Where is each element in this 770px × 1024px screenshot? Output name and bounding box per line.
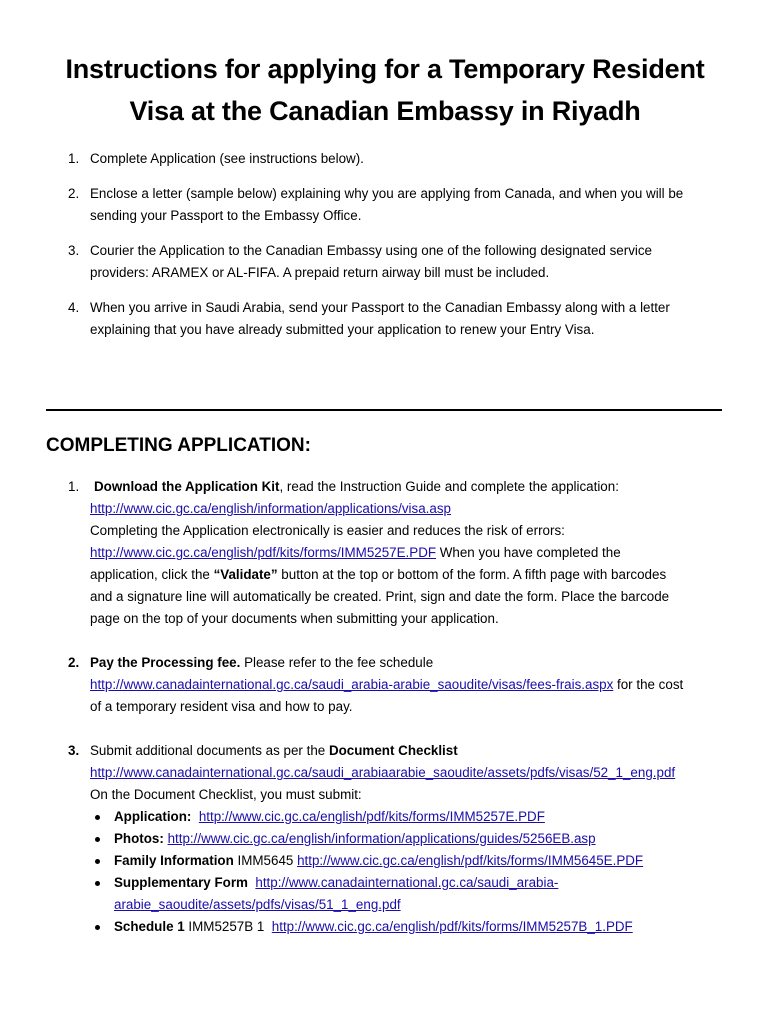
list-item xyxy=(90,828,748,850)
step-1-heading: Download the Application Kit xyxy=(94,479,280,494)
intro-text: Enclose a letter (sample below) explaining why you are applying from Canada, and when you will be xyxy=(90,186,684,201)
intro-text: When you arrive in Saudi Arabia, send your Passport to the Canadian Embassy along with a letter xyxy=(90,300,670,315)
intro-text: Complete Application (see instructions below). xyxy=(90,151,364,166)
list-item xyxy=(90,916,748,938)
intro-number: 4. xyxy=(68,300,80,315)
title-line-1: Instructions for applying for a Temporary Resident xyxy=(65,54,705,84)
list-item xyxy=(90,850,748,872)
list-item xyxy=(90,806,748,828)
document-checklist-link[interactable]: http://www.canadainternational.gc.ca/saudi_arabiaarabie_saoudite/assets/pdfs/visas/52_1_eng.pdf xyxy=(90,765,676,780)
section-heading: COMPLETING APPLICATION: xyxy=(46,435,311,456)
section-divider xyxy=(46,409,722,411)
intro-list xyxy=(68,148,728,354)
step-1-text-cont: When you have completed the xyxy=(436,545,621,560)
step-number: 3. xyxy=(68,743,80,758)
intro-item-2 xyxy=(68,183,728,227)
intro-number: 2. xyxy=(68,186,80,201)
list-item xyxy=(90,872,748,916)
document-text: IMM5257B 1 xyxy=(184,919,272,934)
page-title xyxy=(30,48,740,132)
document-checklist-label: Document Checklist xyxy=(328,743,458,758)
bullet-icon xyxy=(95,925,100,930)
bullet-icon xyxy=(95,859,100,864)
intro-item-1 xyxy=(68,148,728,170)
intro-text: providers: ARAMEX or AL-FIFA. A prepaid return airway bill must be included. xyxy=(90,265,550,280)
document-label: Family Information xyxy=(114,853,234,868)
step-2-heading: Pay the Processing fee. xyxy=(90,655,241,670)
intro-number: 3. xyxy=(68,243,80,258)
document-text xyxy=(191,809,198,824)
step-1-text-cont: and a signature line will automatically be created. Print, sign and date the form. Place the barcode xyxy=(90,589,670,604)
step-3-note: On the Document Checklist, you must submit: xyxy=(90,787,362,802)
step-2-text-cont: for the cost xyxy=(613,677,684,692)
bullet-icon xyxy=(95,837,100,842)
step-1-text-cont: application, click the xyxy=(90,567,214,582)
document-label: Application: xyxy=(114,809,192,824)
step-3 xyxy=(68,740,748,938)
title-line-2: Visa at the Canadian Embassy in Riyadh xyxy=(129,96,641,126)
step-1-text: , read the Instruction Guide and complete the application: xyxy=(279,479,619,494)
schedule-1-link[interactable]: http://www.cic.gc.ca/english/pdf/kits/forms/IMM5257B_1.PDF xyxy=(271,919,633,934)
visa-application-link[interactable]: http://www.cic.gc.ca/english/information/applications/visa.asp xyxy=(90,501,451,516)
bullet-icon xyxy=(95,881,100,886)
intro-text: explaining that you have already submitted your application to renew your Entry Visa. xyxy=(90,322,595,337)
family-information-link[interactable]: http://www.cic.gc.ca/english/pdf/kits/forms/IMM5645E.PDF xyxy=(297,853,644,868)
step-3-text: Submit additional documents as per the xyxy=(90,743,329,758)
step-number: 1. xyxy=(68,479,80,494)
document-label: Photos: xyxy=(114,831,164,846)
step-1-text-cont: page on the top of your documents when submitting your application. xyxy=(90,611,499,626)
document-text: IMM5645 xyxy=(233,853,298,868)
imm5257e-form-link[interactable]: http://www.cic.gc.ca/english/pdf/kits/forms/IMM5257E.PDF xyxy=(90,545,437,560)
document-label: Schedule 1 xyxy=(114,919,185,934)
step-2 xyxy=(68,652,748,718)
intro-number: 1. xyxy=(68,151,80,166)
document-label: Supplementary Form xyxy=(114,875,248,890)
validate-label: “Validate” xyxy=(213,567,278,582)
step-1-text-cont: button at the top or bottom of the form. A fifth page with barcodes xyxy=(277,567,667,582)
step-2-text-cont: of a temporary resident visa and how to pay. xyxy=(90,699,353,714)
step-1 xyxy=(68,476,748,630)
required-documents-list xyxy=(90,806,748,938)
step-1-note: Completing the Application electronically is easier and reduces the risk of errors: xyxy=(90,523,565,538)
step-2-text: Please refer to the fee schedule xyxy=(240,655,434,670)
photos-guide-link[interactable]: http://www.cic.gc.ca/english/information/applications/guides/5256EB.asp xyxy=(167,831,596,846)
fee-schedule-link[interactable]: http://www.canadainternational.gc.ca/saudi_arabia-arabie_saoudite/visas/fees-frais.aspx xyxy=(90,677,614,692)
step-number: 2. xyxy=(68,655,80,670)
intro-item-4 xyxy=(68,297,728,341)
intro-item-3 xyxy=(68,240,728,284)
steps-list xyxy=(68,476,748,938)
supplementary-form-link-cont[interactable]: arabie_saoudite/assets/pdfs/visas/51_1_eng.pdf xyxy=(114,897,401,912)
supplementary-form-link[interactable]: http://www.canadainternational.gc.ca/saudi_arabia- xyxy=(255,875,559,890)
application-form-link[interactable]: http://www.cic.gc.ca/english/pdf/kits/forms/IMM5257E.PDF xyxy=(198,809,545,824)
intro-text: Courier the Application to the Canadian Embassy using one of the following designated service xyxy=(90,243,653,258)
intro-text: sending your Passport to the Embassy Office. xyxy=(90,208,362,223)
bullet-icon xyxy=(95,815,100,820)
